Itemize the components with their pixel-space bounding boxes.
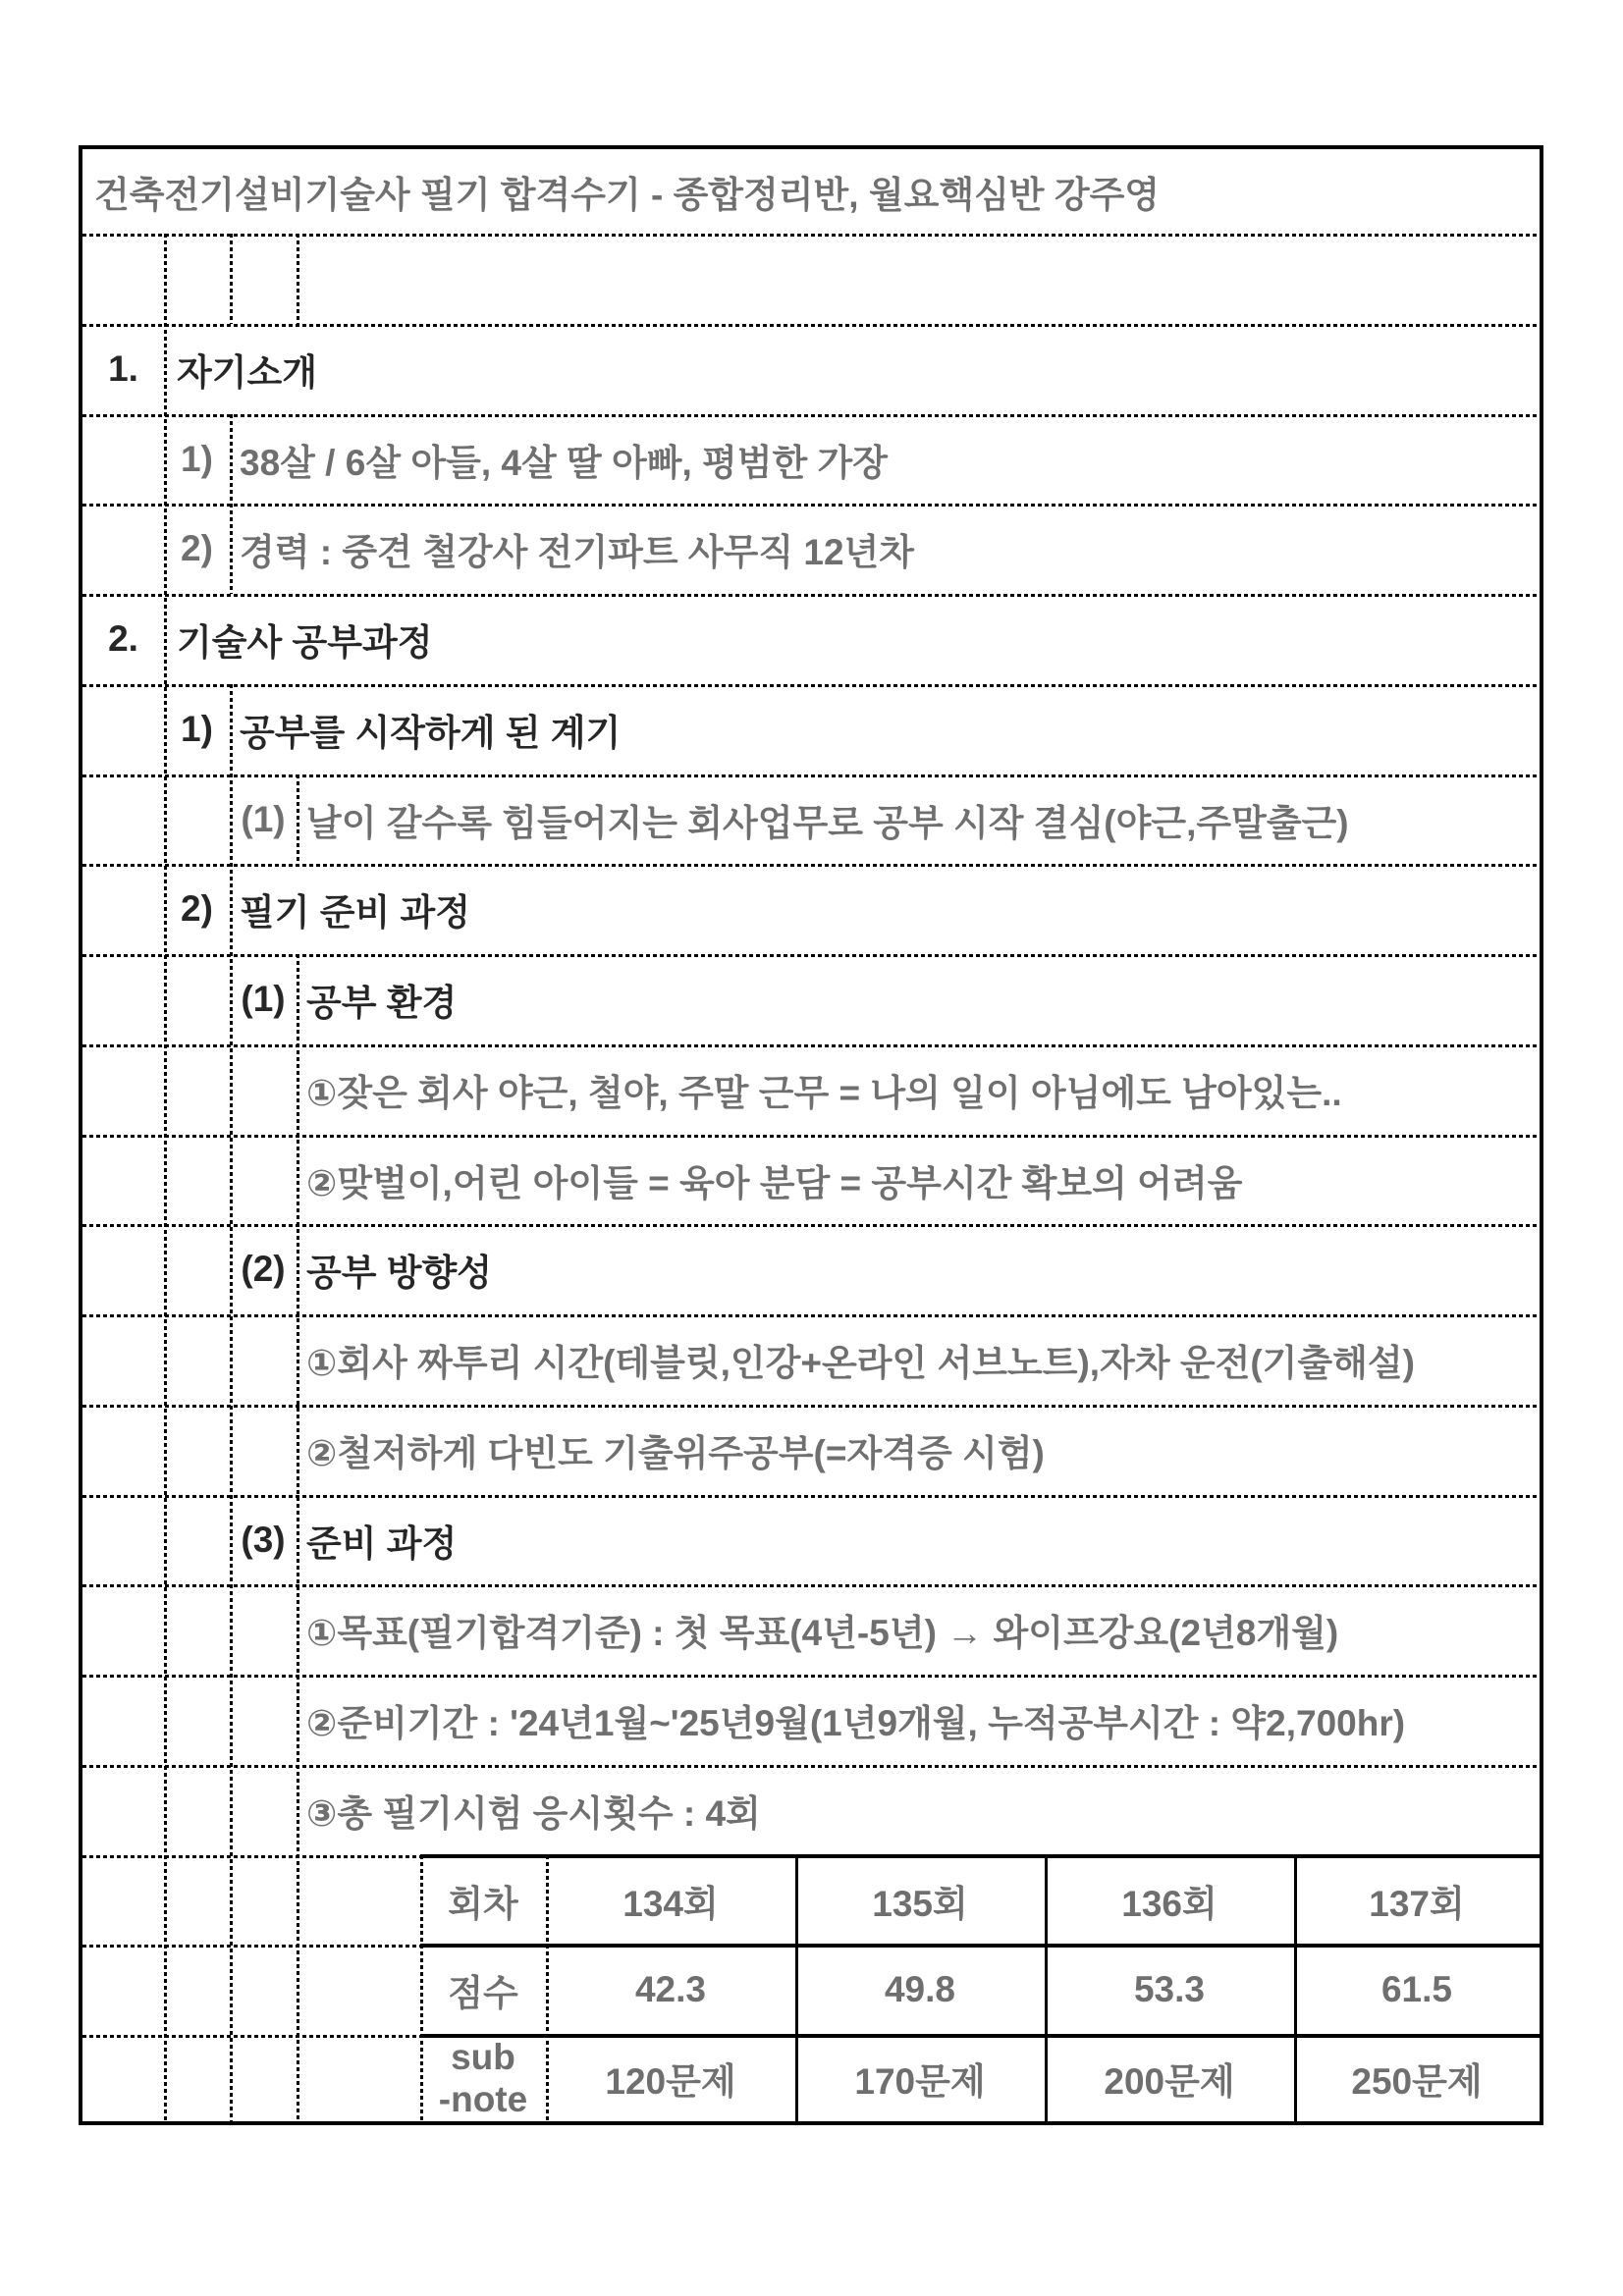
subnote-label-line1: sub	[451, 2037, 515, 2077]
score-table-header-label: 회차	[448, 1883, 518, 1924]
subnote-cell: 250문제	[1351, 2061, 1483, 2102]
list-item: ③총 필기시험 응시횟수 : 4회	[306, 1793, 761, 1834]
score-cell: 49.8	[884, 1969, 955, 2009]
outline-number: 2)	[181, 888, 213, 929]
grid-line-h	[82, 2035, 420, 2038]
outline-number: 2.	[108, 618, 138, 659]
sub-heading: 공부를 시작하게 된 계기	[240, 713, 622, 753]
subnote-cell: 200문제	[1104, 2061, 1235, 2102]
sub-heading: 공부 방향성	[306, 1253, 492, 1293]
outline-number: (1)	[241, 979, 286, 1019]
subnote-cell: 170문제	[854, 2061, 986, 2102]
grid-line-v	[230, 234, 233, 324]
outline-number: (2)	[241, 1249, 286, 1289]
sub-heading: 필기 준비 과정	[240, 892, 471, 933]
section-heading: 자기소개	[177, 352, 317, 393]
sub-heading: 준비 과정	[306, 1522, 458, 1564]
score-table-header-cell: 135회	[872, 1883, 968, 1924]
list-item: 경력 : 중견 철강사 전기파트 사무직 12년차	[240, 532, 915, 572]
score-cell: 61.5	[1380, 1969, 1452, 2009]
subnote-row-label	[420, 2035, 546, 2121]
list-item: ②준비기간 : '24년1월~'25년9월(1년9개월, 누적공부시간 : 약2,700hr)	[306, 1703, 1406, 1743]
outline-number: 1)	[181, 709, 213, 749]
subnote-label-line2: -note	[438, 2079, 528, 2119]
score-table-header-cell: 134회	[622, 1883, 719, 1924]
outline-number: (3)	[241, 1519, 286, 1560]
score-cell: 42.3	[634, 1969, 706, 2009]
grid-line-v	[297, 774, 299, 864]
list-item: ②맞벌이,어린 아이들 = 육아 분담 = 공부시간 확보의 어려움	[306, 1162, 1243, 1203]
outline-number: (1)	[241, 798, 286, 839]
score-row-label: 점수	[448, 1973, 518, 2013]
score-table-header-cell: 136회	[1121, 1883, 1217, 1924]
score-table-header-cell: 137회	[1369, 1883, 1465, 1924]
section-heading: 기술사 공부과정	[177, 622, 433, 663]
subnote-cell: 120문제	[605, 2061, 736, 2102]
grid-line-h	[82, 234, 1540, 237]
outline-number: 2)	[181, 528, 213, 568]
grid-line-h	[82, 1945, 420, 1948]
list-item: ①회사 짜투리 시간(테블릿,인강+온라인 서브노트),자차 운전(기출해설)	[306, 1343, 1415, 1383]
list-item: 38살 / 6살 아들, 4살 딸 아빠, 평범한 가장	[240, 442, 889, 483]
list-item: ①목표(필기합격기준) : 첫 목표(4년-5년) → 와이프강요(2년8개월)	[306, 1613, 1339, 1653]
list-item: 날이 갈수록 힘들어지는 회사업무로 공부 시작 결심(야근,주말출근)	[306, 802, 1349, 843]
grid-line-v	[230, 414, 233, 594]
grid-line-v	[297, 234, 299, 324]
grid-line-v	[230, 684, 233, 2121]
score-cell: 53.3	[1133, 1969, 1205, 2009]
list-item: ②철저하게 다빈도 기출위주공부(=자격증 시험)	[306, 1433, 1045, 1473]
content-table	[79, 145, 1543, 2125]
grid-line-v	[297, 954, 299, 2121]
grid-line-h	[82, 1855, 420, 1858]
document-title: 건축전기설비기술사 필기 합격수기 - 종합정리반, 월요핵심반 강주영	[94, 175, 1161, 215]
outline-number: 1.	[108, 348, 138, 389]
sub-heading: 공부 환경	[306, 983, 458, 1023]
outline-number: 1)	[181, 438, 213, 479]
list-item: ①잦은 회사 야근, 철야, 주말 근무 = 나의 일이 아님에도 남아있는..	[306, 1073, 1342, 1113]
